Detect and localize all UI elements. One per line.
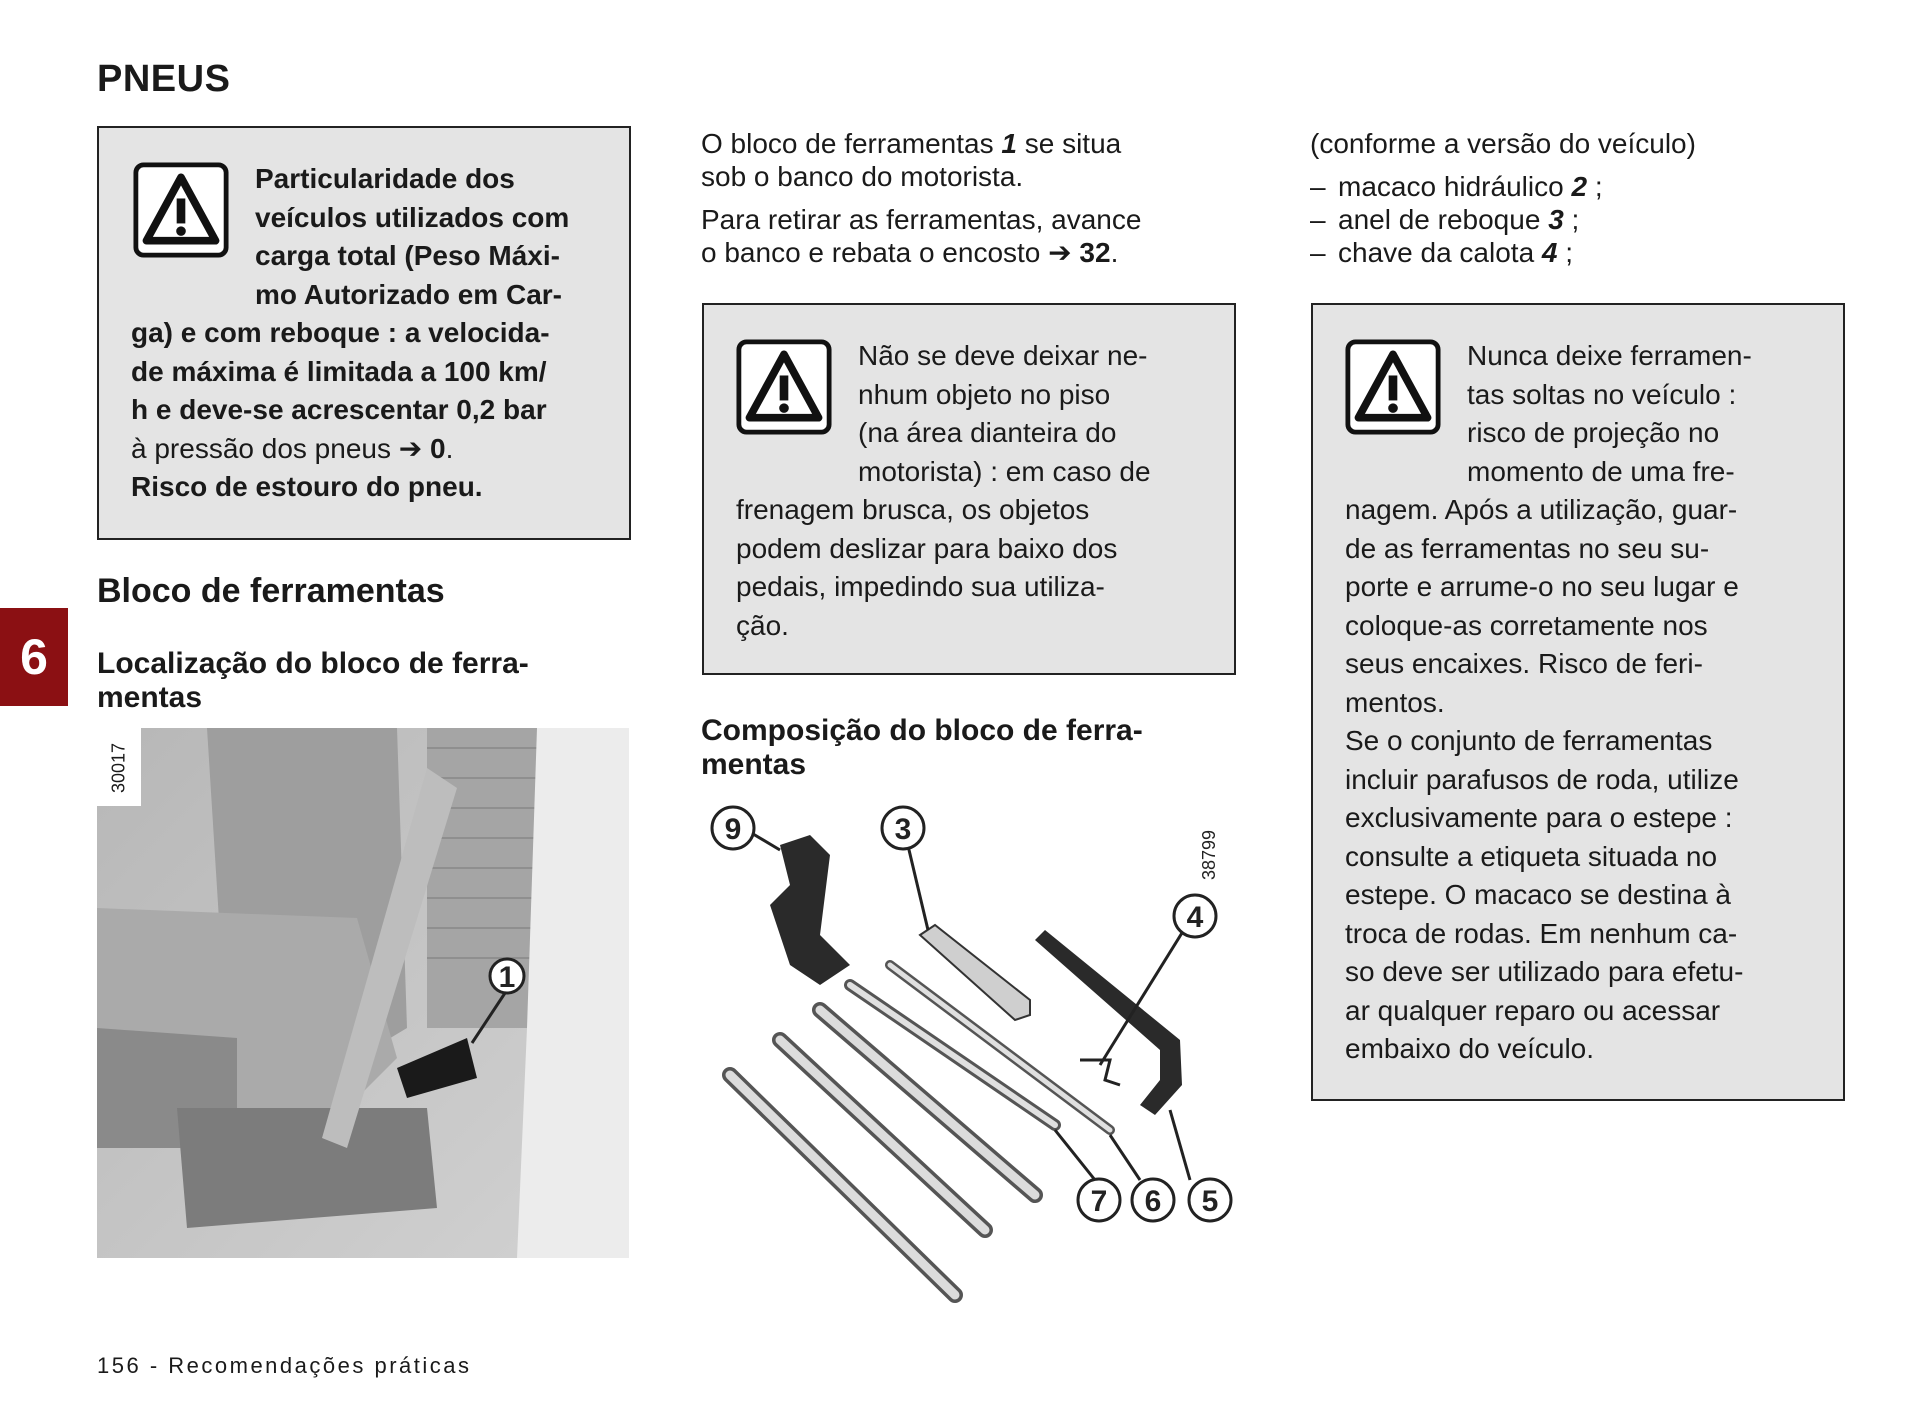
version-note: (conforme a versão do veículo)	[1310, 128, 1696, 159]
warn3-line-9: seus encaixes. Risco de feri-	[1345, 648, 1703, 679]
col2-p2-line1: Para retirar as ferramentas, avance	[701, 204, 1142, 235]
callout-4: 4	[1186, 901, 1204, 934]
col2-intro	[701, 127, 1241, 269]
seat-photo	[97, 728, 629, 1258]
warn3-line-19: embaixo do veículo.	[1345, 1033, 1595, 1064]
warn2-line-8: ção.	[736, 609, 789, 641]
warn3-line-17: so deve ser utilizado para efetu-	[1345, 956, 1744, 987]
list-item: – anel de reboque 3 ;	[1310, 203, 1850, 236]
warn1-line-6: de máxima é limitada a 100 km/	[131, 355, 547, 387]
warn3-line-13: exclusivamente para o estepe :	[1345, 802, 1733, 833]
warn3-line-11: Se o conjunto de ferramentas	[1345, 725, 1713, 756]
warn2-line-5: frenagem brusca, os objetos	[736, 494, 1090, 525]
warn3-line-16: troca de rodas. Em nenhum ca-	[1345, 917, 1738, 949]
warning-box-floor	[702, 303, 1236, 675]
warning-triangle-icon	[1345, 339, 1441, 435]
callout-7: 7	[1090, 1185, 1108, 1218]
list-item: – chave da calota 4 ;	[1310, 236, 1850, 269]
warn1-line-7: h e deve-se acrescentar 0,2 bar	[131, 394, 547, 425]
warn1-line-2: veículos utilizados com	[255, 201, 570, 233]
col3-intro	[1310, 127, 1850, 269]
callout-9: 9	[724, 813, 742, 846]
col2-p1-line1: O bloco de ferramentas 1 se situa	[701, 128, 1122, 159]
subsection-heading: Localização do bloco de ferra- mentas	[97, 647, 529, 714]
warn3-line-5: nagem. Após a utilização, guar-	[1345, 494, 1738, 525]
warn3-line-7: porte e arrume-o no seu lugar e	[1345, 571, 1739, 602]
photo-code-label: 30017	[97, 728, 141, 806]
warn3-line-3: risco de projeção no	[1467, 417, 1720, 448]
warn3-line-2: tas soltas no veículo :	[1467, 378, 1737, 410]
chapter-tab: 6	[0, 608, 68, 706]
photo-callout-1: 1	[498, 961, 516, 994]
warn3-line-15: estepe. O macaco se destina à	[1345, 879, 1731, 910]
page-footer: 156 - Recomendações práticas	[97, 1353, 472, 1378]
warn1-line-9: Risco de estouro do pneu.	[131, 471, 483, 502]
callout-3: 3	[894, 813, 912, 846]
warning-triangle-icon	[133, 162, 229, 258]
warn3-line-12: incluir parafusos de roda, utilize	[1345, 763, 1739, 795]
page-title: PNEUS	[97, 58, 231, 100]
warn1-line-4: mo Autorizado em Car-	[255, 278, 562, 310]
callout-5: 5	[1201, 1185, 1219, 1218]
section-heading: Bloco de ferramentas	[97, 572, 445, 610]
page-reference[interactable]: 0	[430, 432, 446, 464]
col2-p1-line2: sob o banco do motorista.	[701, 161, 1024, 192]
arrow-right-icon: ➔	[1048, 237, 1072, 268]
diagram-code-label: 38799	[1199, 829, 1219, 881]
page-reference-32[interactable]: 32	[1079, 237, 1111, 268]
warn3-line-1: Nunca deixe ferramen-	[1467, 340, 1752, 371]
warn2-line-3: (na área dianteira do	[858, 417, 1117, 448]
warn1-line-5: ga) e com reboque : a velocida-	[131, 317, 550, 348]
warn3-line-6: de as ferramentas no seu su-	[1345, 532, 1710, 564]
callout-6: 6	[1144, 1185, 1162, 1218]
warn2-line-2: nhum objeto no piso	[858, 378, 1111, 410]
warn1-line-1: Particularidade dos	[255, 163, 515, 194]
warn2-line-6: podem deslizar para baixo dos	[736, 532, 1118, 564]
warn2-line-7: pedais, impedindo sua utiliza-	[736, 571, 1105, 602]
col2-p2-line2: o banco e rebata o encosto ➔ 32.	[701, 237, 1119, 268]
warn3-line-10: mentos.	[1345, 686, 1445, 718]
warning-box-weight	[97, 126, 631, 540]
tool-kit-diagram	[700, 795, 1240, 1315]
arrow-right-icon: ➔	[398, 432, 423, 464]
warning-box-tools	[1311, 303, 1845, 1101]
warn3-line-4: momento de uma fre-	[1467, 455, 1735, 487]
warn2-line-1: Não se deve deixar ne-	[858, 340, 1148, 371]
warn1-line-8: à pressão dos pneus ➔ 0.	[131, 432, 454, 464]
warning-triangle-icon	[736, 339, 832, 435]
composition-heading: Composição do bloco de ferra- mentas	[701, 714, 1143, 781]
warn1-line-3: carga total (Peso Máxi-	[255, 240, 560, 271]
tool-list	[1310, 170, 1850, 269]
warn3-line-8: coloque-as corretamente nos	[1345, 609, 1708, 641]
warn3-line-14: consulte a etiqueta situada no	[1345, 840, 1718, 872]
list-item: – macaco hidráulico 2 ;	[1310, 170, 1850, 203]
warn3-line-18: ar qualquer reparo ou acessar	[1345, 994, 1721, 1026]
warn2-line-4: motorista) : em caso de	[858, 455, 1151, 487]
